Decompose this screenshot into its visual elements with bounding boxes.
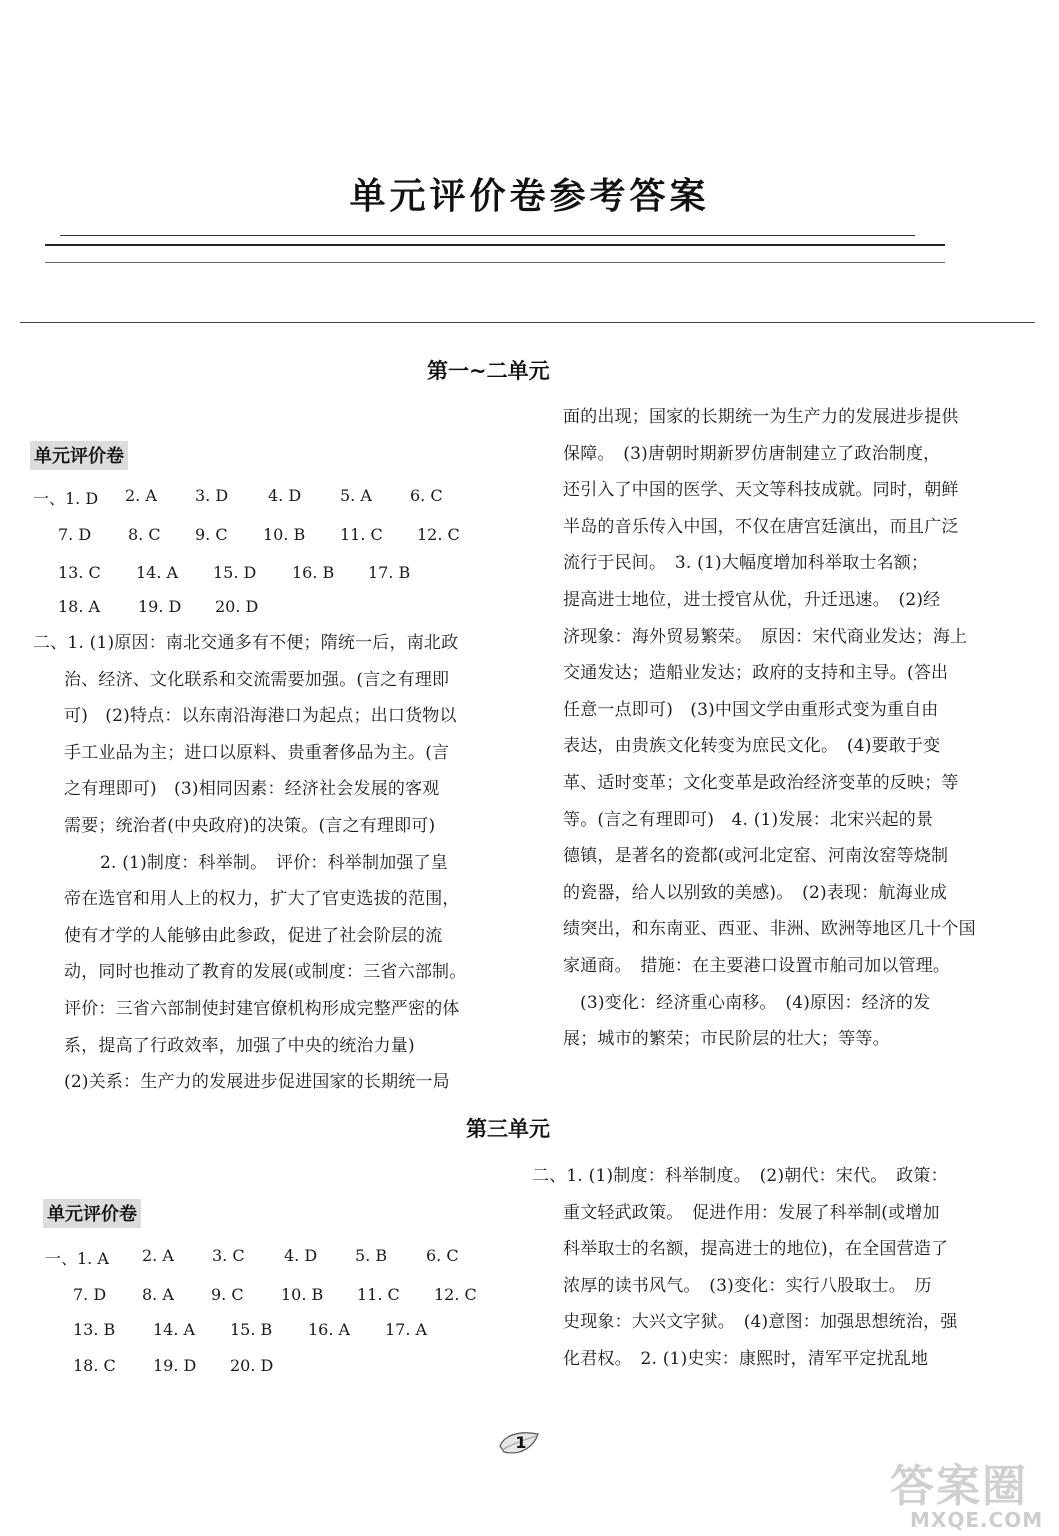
mc-answer: 16. A xyxy=(308,1320,351,1339)
text-line: 展；城市的繁荣；市民阶层的壮大；等等。 xyxy=(563,1029,890,1050)
mc-answer: 6. C xyxy=(426,1246,459,1265)
mc-answer: 17. A xyxy=(385,1320,428,1339)
mc-answer: 3. D xyxy=(195,486,229,505)
text-line: 面的出现；国家的长期统一为生产力的发展进步提供 xyxy=(563,407,959,427)
text-line: 表达，由贵族文化转变为庶民文化。 (4)要敢于变 xyxy=(563,736,941,757)
mc-answer: 10. B xyxy=(281,1285,324,1304)
mc-answer: 2. A xyxy=(125,486,157,505)
text-line: 帝在选官和用人上的权力，扩大了官吏选拔的范围， xyxy=(64,889,460,910)
text-line: 半岛的音乐传入中国，不仅在唐宫廷演出，而且广泛 xyxy=(563,516,959,537)
mc-answer: 14. A xyxy=(136,563,179,582)
text-line: (2)关系：生产力的发展进步促进国家的长期统一局 xyxy=(64,1072,450,1093)
mc-answer: 13. B xyxy=(73,1320,116,1339)
text-line: 的瓷器，给人以别致的美感)。 (2)表现：航海业成 xyxy=(563,882,948,903)
text-line: 科举取士的名额，提高进士的地位)，在全国营造了 xyxy=(563,1239,949,1260)
mc-answer: 9. C xyxy=(211,1285,244,1304)
text-line: 绩突出，和东南亚、西亚、非洲、欧洲等地区几十个国 xyxy=(563,919,976,940)
unit-heading: 第一~二单元 xyxy=(427,359,550,383)
title-rule xyxy=(45,244,945,246)
mc-answer: 2. A xyxy=(142,1246,174,1265)
mc-answer: 14. A xyxy=(153,1320,196,1339)
mc-answer: 5. B xyxy=(355,1246,388,1265)
text-line: 任意一点即可) (3)中国文学由重形式变为重自由 xyxy=(563,699,939,720)
mc-answer: 11. C xyxy=(340,525,383,544)
mc-answer: 一、1. A xyxy=(45,1249,109,1268)
mc-answer: 12. C xyxy=(417,525,460,544)
mc-answer: 11. C xyxy=(357,1285,400,1304)
text-line: 化君权。 2. (1)史实：康熙时，清军平定扰乱地 xyxy=(563,1349,929,1369)
watermark-top: 答案圈 xyxy=(890,1461,1028,1512)
text-line: 治、经济、文化联系和交流需要加强。(言之有理即 xyxy=(64,669,450,690)
mc-answer: 15. B xyxy=(230,1320,273,1339)
text-line: 史现象：大兴文字狱。 (4)意图：加强思想统治，强 xyxy=(563,1312,958,1333)
page-number xyxy=(498,1428,542,1458)
text-line: (3)变化：经济重心南移。 (4)原因：经济的发 xyxy=(580,992,931,1013)
mc-answer: 18. A xyxy=(58,597,101,616)
text-line: 2. (1)制度：科举制。 评价：科举制加强了皇 xyxy=(100,852,449,873)
text-line: 交通发达；造船业发达；政府的支持和主导。(答出 xyxy=(563,663,949,684)
mc-answer: 6. C xyxy=(410,486,443,505)
mc-answer: 9. C xyxy=(195,525,228,544)
text-line: 家通商。 措施：在主要港口设置市舶司加以管理。 xyxy=(563,956,951,976)
text-line: 使有才学的人能够由此参政，促进了社会阶层的流 xyxy=(64,925,443,946)
mc-answer: 19. D xyxy=(138,597,182,616)
mc-answer: 10. B xyxy=(263,525,306,544)
watermark-bottom: MXQE.COM xyxy=(910,1508,1044,1532)
mc-answer: 7. D xyxy=(73,1285,107,1304)
text-line: 二、1. (1)制度：科举制度。 (2)朝代：宋代。 政策： xyxy=(532,1166,948,1186)
text-line: 济现象：海外贸易繁荣。 原因：宋代商业发达；海上 xyxy=(563,626,968,647)
page-title: 单元评价卷参考答案 xyxy=(349,176,710,217)
mc-answer: 19. D xyxy=(153,1356,197,1375)
section-divider xyxy=(20,322,1035,323)
text-line: 需要；统治者(中央政府)的决策。(言之有理即可) xyxy=(64,816,436,836)
text-line: 二、1. (1)原因：南北交通多有不便；隋统一后，南北政 xyxy=(33,633,459,653)
mc-answer: 16. B xyxy=(292,563,335,582)
mc-answer: 8. A xyxy=(142,1285,174,1304)
mc-answer: 15. D xyxy=(213,563,257,582)
text-line: 重文轻武政策。 促进作用：发展了科举制(或增加 xyxy=(563,1202,940,1223)
text-line: 可) (2)特点：以东南沿海港口为起点；出口货物以 xyxy=(64,706,457,727)
watermark xyxy=(880,1450,1050,1530)
mc-answer: 17. B xyxy=(368,563,411,582)
text-line: 评价：三省六部制使封建官僚机构形成完整严密的体 xyxy=(64,999,460,1019)
mc-answer: 一、1. D xyxy=(33,489,99,508)
unit-heading: 第三单元 xyxy=(466,1117,550,1141)
mc-answer: 18. C xyxy=(73,1356,116,1375)
text-line: 浓厚的读书风气。 (3)变化：实行八股取士。 历 xyxy=(563,1275,932,1296)
mc-answer: 8. C xyxy=(128,525,161,544)
title-rule xyxy=(60,235,915,236)
text-line: 保障。 (3)唐朝时期新罗仿唐制建立了政治制度， xyxy=(563,443,941,464)
mc-answer: 13. C xyxy=(58,563,101,582)
mc-answer: 4. D xyxy=(268,486,302,505)
mc-answer: 20. D xyxy=(215,597,259,616)
mc-answer: 20. D xyxy=(230,1356,274,1375)
text-line: 还引入了中国的医学、天文等科技成就。同时，朝鲜 xyxy=(563,480,959,501)
section-badge: 单元评价卷 xyxy=(43,1199,141,1228)
text-line: 提高进士地位，进士授官从优，升迁迅速。 (2)经 xyxy=(563,590,941,610)
mc-answer: 4. D xyxy=(284,1246,318,1265)
text-line: 德镇，是著名的瓷都(或河北定窑、河南汝窑等烧制 xyxy=(563,846,949,867)
title-rule xyxy=(45,262,945,263)
text-line: 系，提高了行政效率，加强了中央的统治力量) xyxy=(64,1035,415,1056)
page-number-text: 1 xyxy=(515,1433,527,1452)
text-line: 流行于民间。 3. (1)大幅度增加科举取士名额； xyxy=(563,553,929,574)
text-line: 动，同时也推动了教育的发展(或制度：三省六部制。 xyxy=(64,962,467,983)
section-badge: 单元评价卷 xyxy=(30,441,128,470)
text-line: 手工业品为主；进口以原料、贵重奢侈品为主。(言 xyxy=(64,742,450,763)
text-line: 等。(言之有理即可) 4. (1)发展：北宋兴起的景 xyxy=(563,809,934,830)
text-line: 革、适时变革；文化变革是政治经济变革的反映；等 xyxy=(563,773,959,793)
mc-answer: 5. A xyxy=(340,486,372,505)
mc-answer: 12. C xyxy=(434,1285,477,1304)
mc-answer: 3. C xyxy=(212,1246,245,1265)
text-line: 之有理即可) (3)相同因素：经济社会发展的客观 xyxy=(64,779,440,800)
mc-answer: 7. D xyxy=(58,525,92,544)
